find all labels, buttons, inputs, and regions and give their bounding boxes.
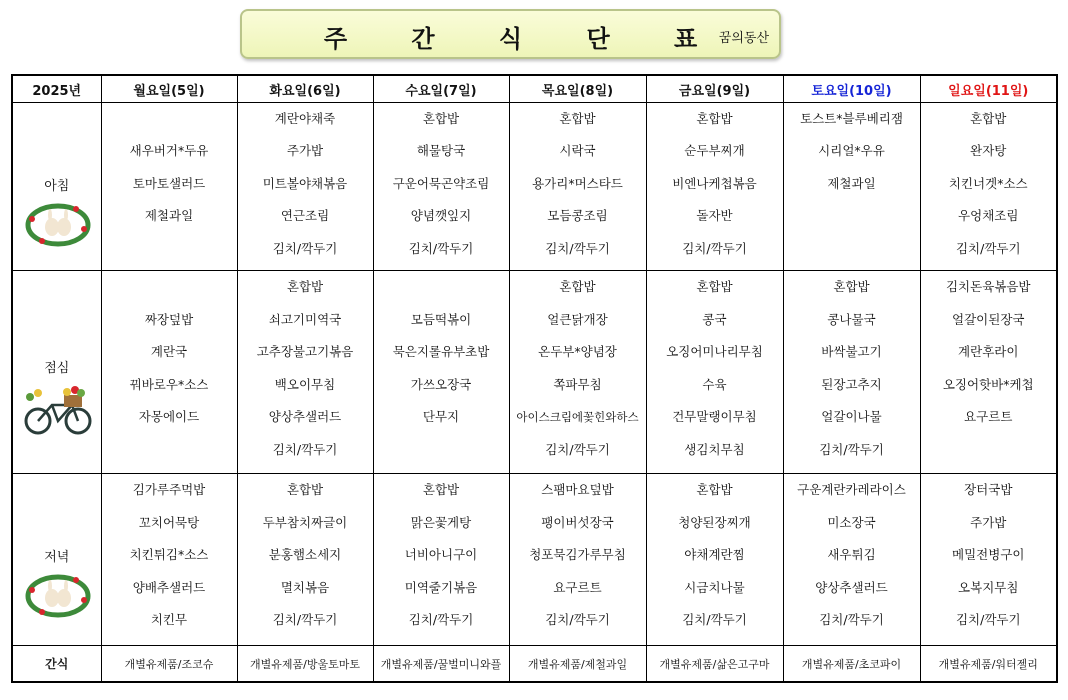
breakfast-fri — [646, 103, 783, 271]
menu-item: 팽이버섯장국 — [541, 514, 614, 530]
menu-item: 고추장불고기볶음 — [256, 344, 354, 359]
lunch-fri — [646, 271, 783, 474]
menu-item: 꼬치어묵탕 — [138, 514, 200, 530]
menu-item: 김치/깍두기 — [955, 612, 1021, 627]
menu-item: 요구르트 — [964, 409, 1013, 424]
dinner-mon — [101, 474, 237, 646]
menu-item: 혼합밥 — [422, 111, 460, 126]
header-row — [12, 75, 1057, 103]
dinner-tue — [237, 474, 373, 646]
snack-sun: 개별유제품/워터젤리 — [920, 646, 1057, 683]
menu-item: 바싹불고기 — [821, 344, 882, 359]
menu-item: 치킨너겟*소스 — [948, 175, 1028, 191]
day-header-tue: 화요일(6일) — [237, 75, 373, 103]
weekly-menu-table — [11, 74, 1058, 683]
menu-item: 시락국 — [559, 143, 596, 159]
dinner-sat — [783, 474, 920, 646]
menu-item: 김치/깍두기 — [408, 240, 474, 256]
menu-item — [102, 237, 237, 269]
menu-item: 혼합밥 — [559, 279, 596, 294]
menu-item: 완자탕 — [970, 143, 1007, 159]
menu-item: 김치/깍두기 — [955, 240, 1021, 256]
title-banner — [240, 9, 781, 59]
lunch-sat — [783, 271, 920, 474]
snack-thu: 개별유제품/제철과일 — [509, 646, 646, 683]
lunch-label-cell — [12, 271, 101, 474]
menu-item: 혼합밥 — [422, 482, 460, 497]
menu-item: 요구르트 — [553, 579, 602, 595]
menu-item: 우엉채조림 — [958, 208, 1019, 224]
menu-item: 주가밥 — [286, 143, 324, 159]
menu-item: 김치/깍두기 — [545, 612, 610, 627]
menu-item: 연근조림 — [280, 208, 330, 224]
menu-item: 오징어미나리무침 — [666, 344, 763, 359]
year-header: 2025년 — [12, 75, 101, 103]
menu-item: 메밀전병구이 — [952, 547, 1025, 562]
menu-item: 치킨무 — [150, 612, 188, 627]
menu-item: 얼갈이나물 — [821, 409, 882, 424]
bicycle-flowers-icon — [22, 383, 94, 437]
menu-item: 아이스크림에꽃힌와하스 — [516, 410, 639, 424]
menu-item: 김치/깍두기 — [819, 441, 884, 457]
menu-item: 새우버거*두유 — [129, 143, 209, 159]
menu-item: 김치/깍두기 — [272, 441, 338, 457]
menu-item: 비엔나케첩볶음 — [672, 175, 757, 191]
dinner-thu — [509, 474, 646, 646]
menu-item: 혼합밥 — [696, 111, 733, 126]
menu-item: 생김치무침 — [684, 441, 745, 457]
menu-item: 제철과일 — [144, 208, 194, 224]
menu-item: 김치/깍두기 — [272, 612, 338, 627]
lunch-row — [12, 271, 1057, 474]
menu-item: 된장고추지 — [821, 376, 882, 392]
menu-item: 구운계란카레라이스 — [797, 482, 906, 497]
snack-sat: 개별유제품/초코파이 — [783, 646, 920, 683]
menu-item: 용가리*머스타드 — [532, 175, 623, 191]
menu-item — [784, 237, 920, 269]
menu-item: 백오이무침 — [274, 376, 336, 392]
lunch-wed — [373, 271, 509, 474]
menu-item: 주가밥 — [970, 514, 1007, 530]
menu-item: 계란후라이 — [958, 344, 1019, 359]
menu-item: 김치/깍두기 — [545, 441, 610, 457]
menu-item: 스팸마요덮밥 — [541, 482, 614, 497]
menu-item — [921, 438, 1057, 471]
menu-item: 멸치볶음 — [280, 579, 330, 595]
dinner-label-cell — [12, 474, 101, 646]
menu-item: 혼합밥 — [286, 482, 324, 497]
menu-item — [102, 438, 237, 471]
menu-item: 김치/깍두기 — [272, 240, 338, 256]
menu-item: 혼합밥 — [696, 482, 733, 497]
breakfast-thu — [509, 103, 646, 271]
snack-label: 간식 — [12, 646, 101, 683]
menu-item: 토스트*블루베리잼 — [800, 111, 903, 126]
menu-item — [102, 107, 237, 139]
menu-item: 오복지무침 — [958, 579, 1019, 595]
lunch-sun — [920, 271, 1057, 474]
breakfast-sat — [783, 103, 920, 271]
menu-item: 맑은꽃게탕 — [410, 514, 472, 530]
bunny-wreath-icon — [22, 572, 94, 618]
menu-item: 김치/깍두기 — [545, 240, 610, 256]
page-title: 주 간 식 단 표 — [323, 25, 726, 53]
menu-item: 김치돈육볶음밥 — [945, 279, 1031, 294]
snack-fri: 개별유제품/삶은고구마 — [646, 646, 783, 683]
dinner-sun — [920, 474, 1057, 646]
menu-item: 돌자반 — [696, 208, 733, 224]
menu-item: 치킨튀김*소스 — [129, 547, 209, 562]
lunch-thu — [509, 271, 646, 474]
menu-item: 미역줄기볶음 — [404, 579, 478, 595]
menu-item: 김가루주먹밥 — [132, 482, 206, 497]
menu-item: 혼합밥 — [286, 279, 324, 294]
day-header-fri: 금요일(9일) — [646, 75, 783, 103]
menu-item: 김치/깍두기 — [682, 612, 747, 627]
menu-item: 얼갈이된장국 — [952, 311, 1025, 327]
menu-item: 혼합밥 — [559, 111, 596, 126]
breakfast-mon — [101, 103, 237, 271]
menu-item: 청포묵김가루무침 — [529, 547, 626, 562]
menu-item: 토마토샐러드 — [132, 175, 206, 191]
menu-item: 오징어핫바*케첩 — [942, 376, 1034, 392]
menu-item: 꿔바로우*소스 — [129, 376, 209, 392]
lunch-mon — [101, 271, 237, 474]
menu-item: 제철과일 — [827, 175, 876, 191]
breakfast-wed — [373, 103, 509, 271]
menu-item: 너비아니구이 — [404, 547, 478, 562]
menu-item: 계란국 — [150, 344, 188, 359]
menu-item: 장터국밥 — [964, 482, 1013, 497]
day-header-sat: 토요일(10일) — [783, 75, 920, 103]
menu-item: 계란야채죽 — [274, 111, 336, 126]
menu-item: 짜장덮밥 — [144, 311, 194, 327]
menu-item: 순두부찌개 — [684, 143, 745, 159]
menu-item: 두부참치짜글이 — [262, 514, 348, 530]
menu-item: 모듬떡볶이 — [410, 311, 472, 327]
breakfast-label: 아침 — [44, 179, 70, 194]
menu-item: 건무말랭이무침 — [672, 409, 757, 424]
dinner-row — [12, 474, 1057, 646]
day-header-wed: 수요일(7일) — [373, 75, 509, 103]
dinner-fri — [646, 474, 783, 646]
menu-item: 콩나물국 — [827, 311, 876, 327]
menu-item — [374, 275, 509, 308]
menu-item: 구운어묵곤약조림 — [392, 175, 490, 191]
menu-item: 양배추샐러드 — [132, 579, 206, 595]
menu-item: 혼합밥 — [970, 111, 1007, 126]
menu-item: 분홍햄소세지 — [268, 547, 342, 562]
breakfast-sun — [920, 103, 1057, 271]
menu-item: 해물탕국 — [416, 143, 466, 159]
menu-item: 김치/깍두기 — [819, 612, 884, 627]
menu-item: 단무지 — [422, 409, 460, 424]
day-header-thu: 목요일(8일) — [509, 75, 646, 103]
bunny-wreath-icon — [22, 201, 94, 247]
menu-item — [102, 275, 237, 308]
snack-row — [12, 646, 1057, 683]
menu-item: 모듬콩조림 — [547, 208, 608, 224]
menu-item: 혼합밥 — [696, 279, 733, 294]
day-header-mon: 월요일(5일) — [101, 75, 237, 103]
menu-item: 온두부*양념장 — [538, 344, 617, 359]
snack-tue: 개별유제품/방울토마토 — [237, 646, 373, 683]
snack-wed: 개별유제품/꿀벌미니와플 — [373, 646, 509, 683]
dinner-wed — [373, 474, 509, 646]
menu-item: 김치/깍두기 — [408, 612, 474, 627]
menu-item: 자몽에이드 — [138, 409, 200, 424]
menu-item: 쇠고기미역국 — [268, 311, 342, 327]
snack-mon: 개별유제품/조코슈 — [101, 646, 237, 683]
breakfast-tue — [237, 103, 373, 271]
menu-item: 가쓰오장국 — [410, 376, 472, 392]
day-header-sun: 일요일(11일) — [920, 75, 1057, 103]
menu-item — [784, 204, 920, 236]
menu-item: 콩국 — [702, 311, 727, 327]
menu-item: 양념깻잎지 — [410, 208, 472, 224]
menu-item: 얼큰닭개장 — [547, 311, 608, 327]
lunch-label: 점심 — [44, 361, 70, 376]
menu-item: 미트볼야채볶음 — [262, 175, 348, 191]
menu-item: 청양된장찌개 — [678, 514, 751, 530]
page-subtitle: 꿈의동산 — [718, 31, 769, 46]
menu-item: 수육 — [702, 376, 727, 392]
breakfast-row — [12, 103, 1057, 271]
menu-item: 시리얼*우유 — [818, 143, 885, 159]
menu-item: 시금치나물 — [684, 579, 745, 595]
menu-item: 양상추샐러드 — [815, 579, 888, 595]
menu-item: 양상추샐러드 — [268, 409, 342, 424]
dinner-label: 저녁 — [44, 550, 70, 565]
menu-item: 야채계란찜 — [684, 547, 745, 562]
menu-item: 묵은지롤유부초밥 — [392, 344, 490, 359]
menu-item: 혼합밥 — [833, 279, 870, 294]
menu-item: 쪽파무침 — [553, 376, 602, 392]
menu-item — [374, 438, 509, 471]
menu-item: 새우튀김 — [827, 547, 876, 562]
breakfast-label-cell — [12, 103, 101, 271]
menu-item: 김치/깍두기 — [682, 240, 747, 256]
menu-item: 미소장국 — [827, 514, 876, 530]
lunch-tue — [237, 271, 373, 474]
